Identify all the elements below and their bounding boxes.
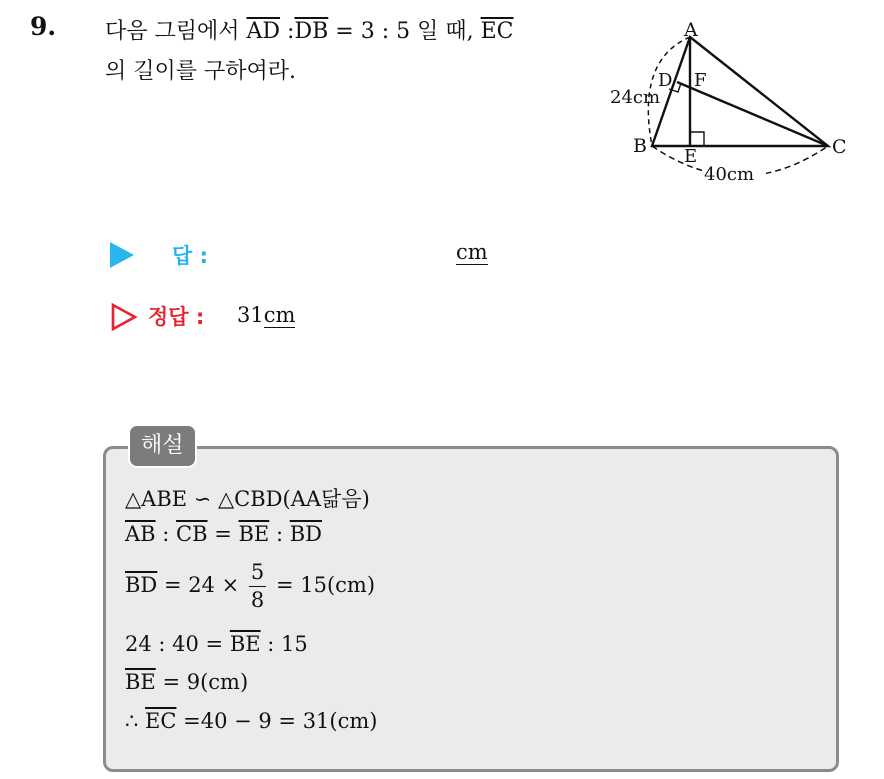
explanation-tab: 해설 bbox=[128, 424, 197, 468]
correct-answer-label: 정답 : bbox=[148, 305, 205, 329]
label-c: C bbox=[832, 136, 847, 158]
seg-be: $\overline{BE}$ bbox=[229, 632, 261, 656]
therefore-symbol: ∴ bbox=[125, 709, 146, 733]
right-angle-e bbox=[690, 132, 704, 146]
seg-bd: $\overline{BD}$ bbox=[289, 522, 322, 546]
colon: : bbox=[269, 522, 290, 546]
solution-line-2 bbox=[125, 522, 322, 546]
segment-ad: $\overline{AD}$ bbox=[246, 19, 281, 44]
expr-result: =40 − 9 = 31(cm) bbox=[176, 709, 378, 733]
answer-row bbox=[110, 238, 530, 272]
segment-db: $\overline{DB}$ bbox=[294, 19, 329, 44]
question-prefix: 다음 그림에서 bbox=[105, 19, 240, 44]
fraction-numerator: 5 bbox=[249, 562, 266, 587]
expr-result: = 9(cm) bbox=[155, 670, 249, 694]
play-arrow-icon bbox=[110, 242, 134, 268]
equals: = bbox=[207, 522, 239, 546]
solution-line-4 bbox=[125, 632, 308, 656]
segment-ec: $\overline{EC}$ bbox=[480, 19, 514, 44]
answer-label: 답 : bbox=[172, 244, 208, 268]
length-ab: 24cm bbox=[610, 87, 661, 108]
fraction bbox=[249, 562, 266, 611]
fraction-denominator: 8 bbox=[250, 588, 265, 612]
solution-line-3 bbox=[125, 562, 375, 611]
correct-answer-number: 31 bbox=[237, 303, 264, 327]
expr-suffix: : 15 bbox=[260, 632, 308, 656]
seg-cb: $\overline{CB}$ bbox=[176, 522, 208, 546]
ratio-colon: : bbox=[287, 19, 295, 44]
question-number: 9. bbox=[30, 12, 57, 41]
question-ratio-text: = 3 : 5 일 때, bbox=[335, 19, 474, 44]
label-e: E bbox=[684, 146, 698, 167]
expr-result: = 15(cm) bbox=[269, 573, 376, 597]
seg-be: $\overline{BE}$ bbox=[238, 522, 270, 546]
answer-unit[interactable]: cm bbox=[456, 240, 488, 264]
correct-answer-row bbox=[110, 300, 530, 334]
expr-prefix: 24 : 40 = bbox=[125, 632, 230, 656]
label-f: F bbox=[694, 70, 707, 91]
solution-line-5 bbox=[125, 670, 248, 694]
correct-answer-unit: cm bbox=[263, 303, 296, 327]
question-text-line1 bbox=[105, 14, 514, 45]
colon: : bbox=[155, 522, 177, 546]
label-a: A bbox=[684, 20, 698, 41]
question-text-line2: 의 길이를 구하여라. bbox=[105, 59, 296, 84]
solution-line-1: △ABE ∽ △CBD(AA닮음) bbox=[125, 487, 370, 511]
seg-be: $\overline{BE}$ bbox=[125, 670, 156, 694]
expr-prefix: = 24 × bbox=[157, 573, 246, 597]
length-bc: 40cm bbox=[704, 164, 755, 185]
correct-answer-value bbox=[237, 303, 295, 327]
solution-line-6 bbox=[125, 709, 377, 733]
label-d: D bbox=[658, 70, 673, 91]
seg-ec: $\overline{EC}$ bbox=[145, 709, 177, 733]
outline-arrow-icon bbox=[110, 302, 138, 332]
seg-ab: $\overline{AB}$ bbox=[125, 522, 156, 546]
segment-cd bbox=[677, 82, 828, 146]
label-b: B bbox=[633, 135, 647, 157]
triangle-figure bbox=[600, 20, 870, 195]
seg-bd: $\overline{BD}$ bbox=[125, 573, 158, 597]
